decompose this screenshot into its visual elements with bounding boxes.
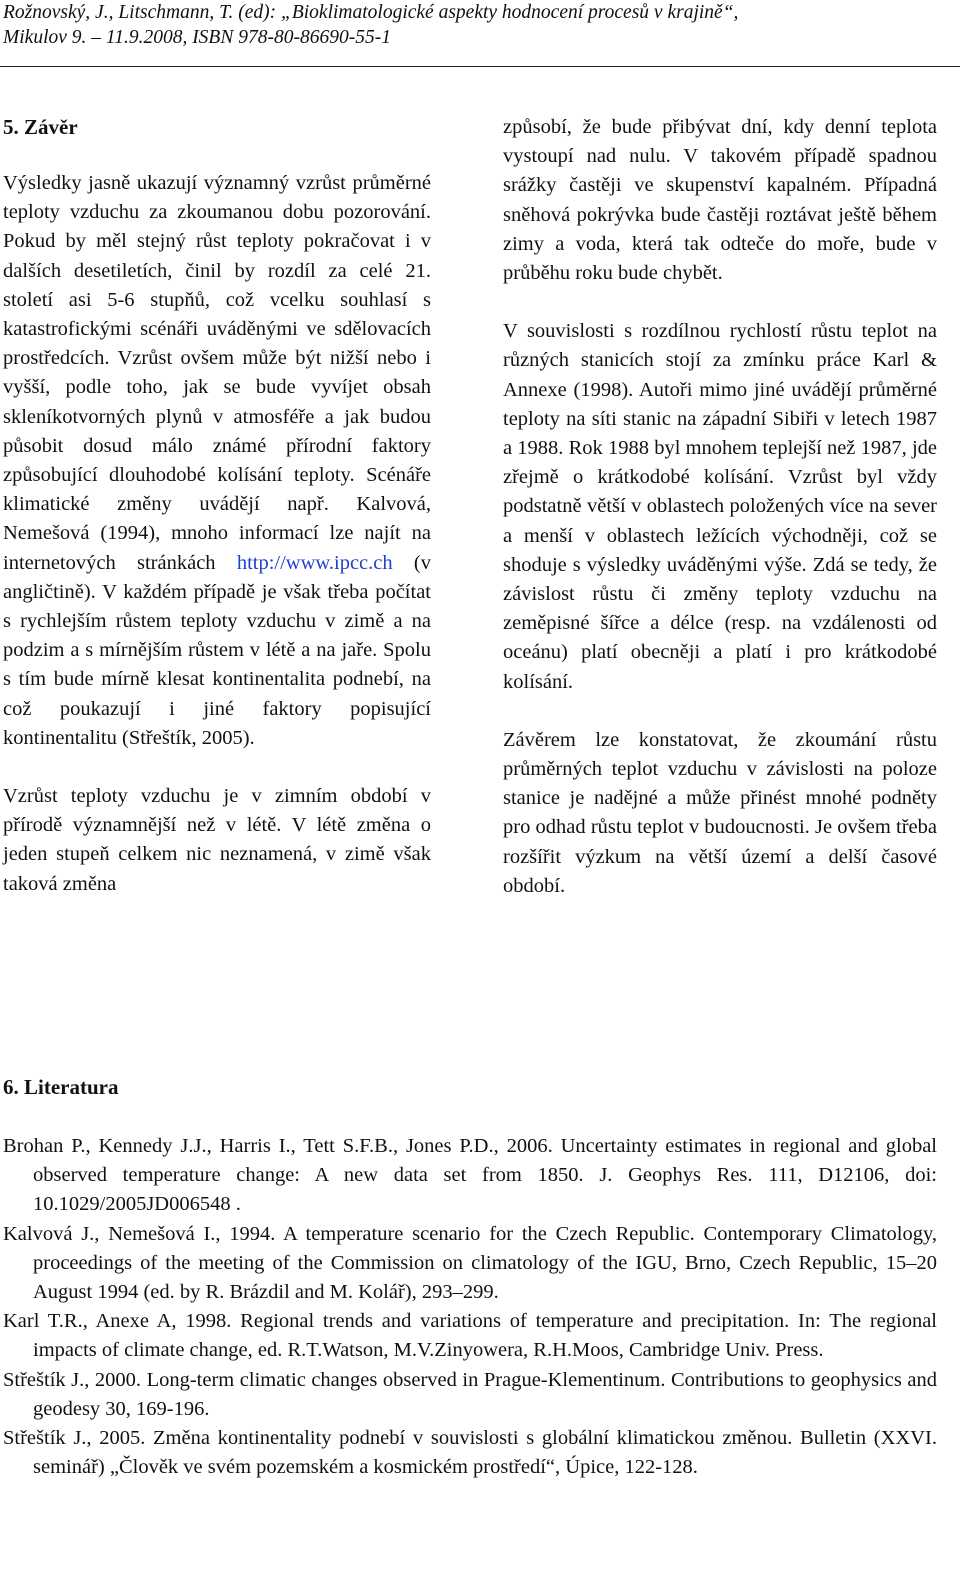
reference-item: Střeštík J., 2005. Změna kontinentality podnebí v souvislosti s globální klimatickou změnou. Bulletin (XXVI. seminář) „Člověk ve svém pozemském a kosmickém prostředí“, Úpice, 122-128.: [3, 1427, 937, 1479]
reference-item: Kalvová J., Nemešová I., 1994. A temperature scenario for the Czech Republic. Contemporary Climatology, proceedings of the meeting of the Commission on climatology of the IGU, Brno, Czech Republic, 15–20 August 1994 (ed. by R. Brázdil and M. Kolář), 293–299.: [3, 1222, 937, 1304]
paragraph-gap: [3, 753, 431, 782]
reference-item: Střeštík J., 2000. Long-term climatic changes observed in Prague-Klementinum. Contributions to geophysics and geodesy 30, 169-196.: [3, 1368, 937, 1420]
header-line-2: Mikulov 9. – 11.9.2008, ISBN 978-80-86690-55-1: [3, 27, 391, 48]
paragraph-1-text-b: (v angličtině). V každém případě je však třeba počítat s rychlejším růstem teploty vzduchu v zimě a na podzim a s mírnějším růstem v létě a na jaře. Spolu s tím bude mírně klesat kontinentalita podnebí, na což poukazují i jiné faktory popisující kontinentalitu (Střeštík, 2005).: [3, 551, 431, 749]
paragraph-5: Závěrem lze konstatovat, že zkoumání růstu průměrných teplot vzduchu v závislosti na poloze stanice je nadějné a může přinést mnohé podněty pro odhad růstu teplot v budoucnosti. Je ovšem třeba rozšířit výzkum na větší území a delší časové období.: [503, 728, 937, 897]
section-title-conclusion: 5. Závěr: [3, 115, 78, 139]
paragraph-1-text-a: Výsledky jasně ukazují významný vzrůst průměrné teploty vzduchu za zkoumanou dobu pozorování. Pokud by měl stejný růst teploty pokračovat i v dalších desetiletích, činil by rozdíl za celé 21. století asi 5-6 stupňů, což vcelku souhlasí s katastrofickými scénáři uváděnými ve sdělovacích prostředcích. Vzrůst ovšem může být nižší nebo i vyšší, podle toho, jak se bude vyvíjet obsah skleníkotvorných plynů v atmosféře a jak budou působit dosud málo známé přírodní faktory způsobující dlouhodobé kolísání teploty. Scénáře klimatické změny uvádějí např. Kalvová, Nemešová (1994), mnoho informací lze najít na internetových stránkách: [3, 172, 431, 574]
paragraph-3: způsobí, že bude přibývat dní, kdy denní teplota vystoupí nad nulu. V takovém případě spadnou srážky častěji ve skupenství kapalném. Případná sněhová pokrývka bude častěji roztávat ještě během zimy a voda, která tak odteče do moře, bude v průběhu roku bude chybět.: [503, 116, 937, 285]
reference-item: Brohan P., Kennedy J.J., Harris I., Tett S.F.B., Jones P.D., 2006. Uncertainty estimates in regional and global observed temperature change: A new data set from 1850. J. Geophys Res. 111, D12106, doi: 10.1029/2005JD006548 .: [3, 1135, 937, 1216]
paragraph-4: V souvislosti s rozdílnou rychlostí růstu teplot na různých stanicích stojí za zmínku práce Karl & Annexe (1998). Autoři mimo jiné uvádějí průměrné teploty na síti stanic na západní Sibiři v letech 1987 a 1988. Rok 1988 byl mnohem teplejší než 1987, jde zřejmě o krátkodobé kolísání. Vzrůst byl vždy podstatně větší v oblastech položených více na sever a menší v oblastech ležících východněji, což se shoduje s výsledky uváděnými výše. Zdá se tedy, že závislost růstu či změny teploty vzduchu na zeměpisné šířce a délce (resp. na vzdálenosti od oceánu) platí obecněji a platí i pro krátkodobé kolísání.: [503, 320, 937, 693]
running-header: [3, 0, 953, 50]
left-column: [3, 113, 431, 899]
section-title-literature: 6. Literatura: [3, 1075, 119, 1099]
paragraph-gap: [503, 697, 937, 726]
ipcc-link[interactable]: http://www.ipcc.ch: [236, 551, 393, 574]
right-column: [503, 113, 937, 901]
paragraph-2: Vzrůst teploty vzduchu je v zimním období v přírodě významnější než v létě. V létě změna o jeden stupeň celkem nic neznamená, v zimě však taková změna: [3, 785, 431, 895]
header-rule: [0, 66, 960, 67]
paragraph-gap: [503, 288, 937, 317]
header-line-1: Rožnovský, J., Litschmann, T. (ed): „Bioklimatologické aspekty hodnocení procesů v krajině“,: [3, 2, 739, 23]
paragraph-1: [3, 169, 431, 753]
reference-list: [3, 1132, 937, 1482]
reference-item: Karl T.R., Anexe A, 1998. Regional trends and variations of temperature and precipitation. In: The regional impacts of climate change, ed. R.T.Watson, M.V.Zinyowera, R.H.Moos, Cambridge Univ. Press.: [3, 1310, 937, 1362]
